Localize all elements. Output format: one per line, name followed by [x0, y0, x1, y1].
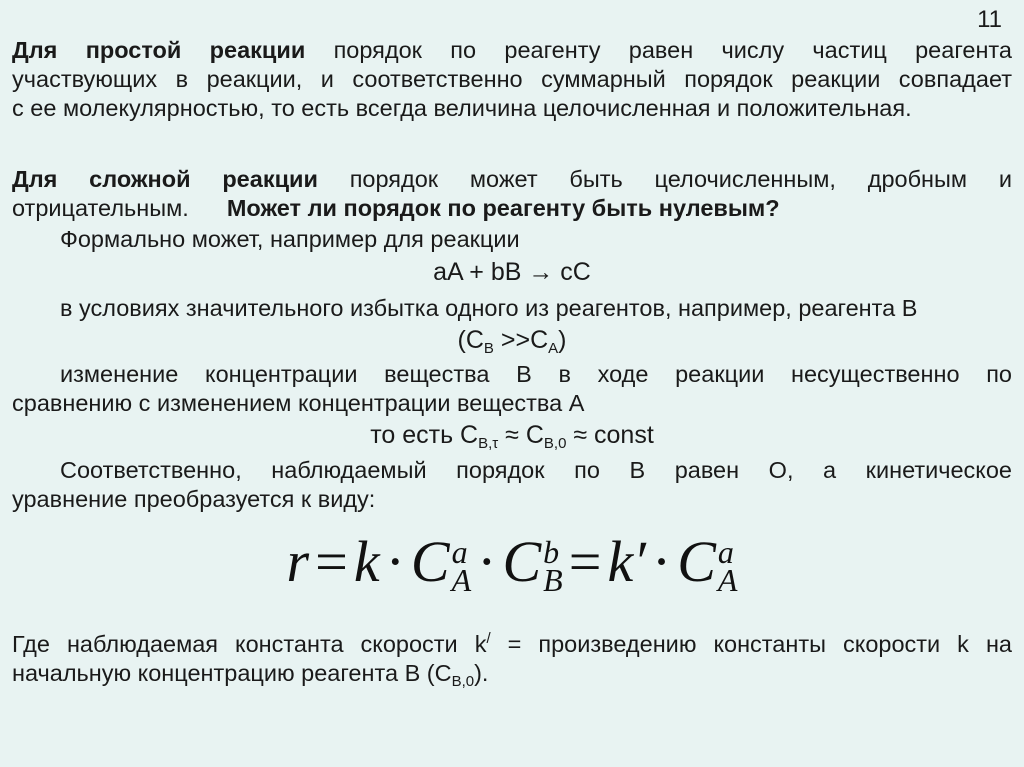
- change-line1: изменение концентрации вещества B в ходе реакции несущественно по: [60, 361, 1012, 387]
- paragraph-simple-line1: Для простой реакции порядок по реагенту равен числу частиц реагента: [12, 37, 1012, 63]
- observed-constant-line2: начальную концентрацию реагента B $(C_{B,0})$.: [12, 660, 489, 690]
- paragraph-simple-line2: участвующих в реакции, и соответственно суммарный порядок реакции совпадает: [12, 66, 1012, 92]
- observed-constant-line1: Где наблюдаемая константа скорости k/ = произведению константы скорости k на: [12, 630, 1013, 657]
- bold-simple-reaction: Для простой реакции: [12, 37, 306, 63]
- paragraph-complex-line2: отрицательным. Может ли порядок по реагенту быть нулевым?: [12, 195, 780, 221]
- page-number: 11: [977, 6, 1002, 33]
- rate-equation: r = k · C a A · C b B = k′ · C a A: [286, 529, 738, 598]
- paragraph-complex-line1: Для сложной реакции порядок может быть целочисленным, дробным и: [12, 166, 1012, 192]
- bold-complex-reaction: Для сложной реакции: [12, 166, 318, 192]
- question-zero-order: Может ли порядок по реагенту быть нулевым?: [226, 195, 780, 221]
- accordingly-line2: уравнение преобразуется к виду:: [12, 486, 376, 512]
- reaction-equation: aA + bB → cC: [433, 258, 591, 286]
- formally-text: Формально может, например для реакции: [60, 226, 520, 252]
- excess-text: в условиях значительного избытка одного из реагентов, например, реагента B: [60, 295, 918, 321]
- paragraph-simple-line3: с ее молекулярностью, то есть всегда величина целочисленная и положительная.: [12, 95, 912, 121]
- concentration-condition: $(C_B >>C_A)$: [457, 326, 567, 357]
- accordingly-line1: Соответственно, наблюдаемый порядок по B равен O, а кинетическое: [60, 457, 1012, 483]
- change-line2: сравнению с изменением концентрации вещества A: [12, 390, 585, 416]
- that-is-approx: то есть $C_{B,\tau} \approx C_{B,0}$ ≈ const: [370, 421, 654, 452]
